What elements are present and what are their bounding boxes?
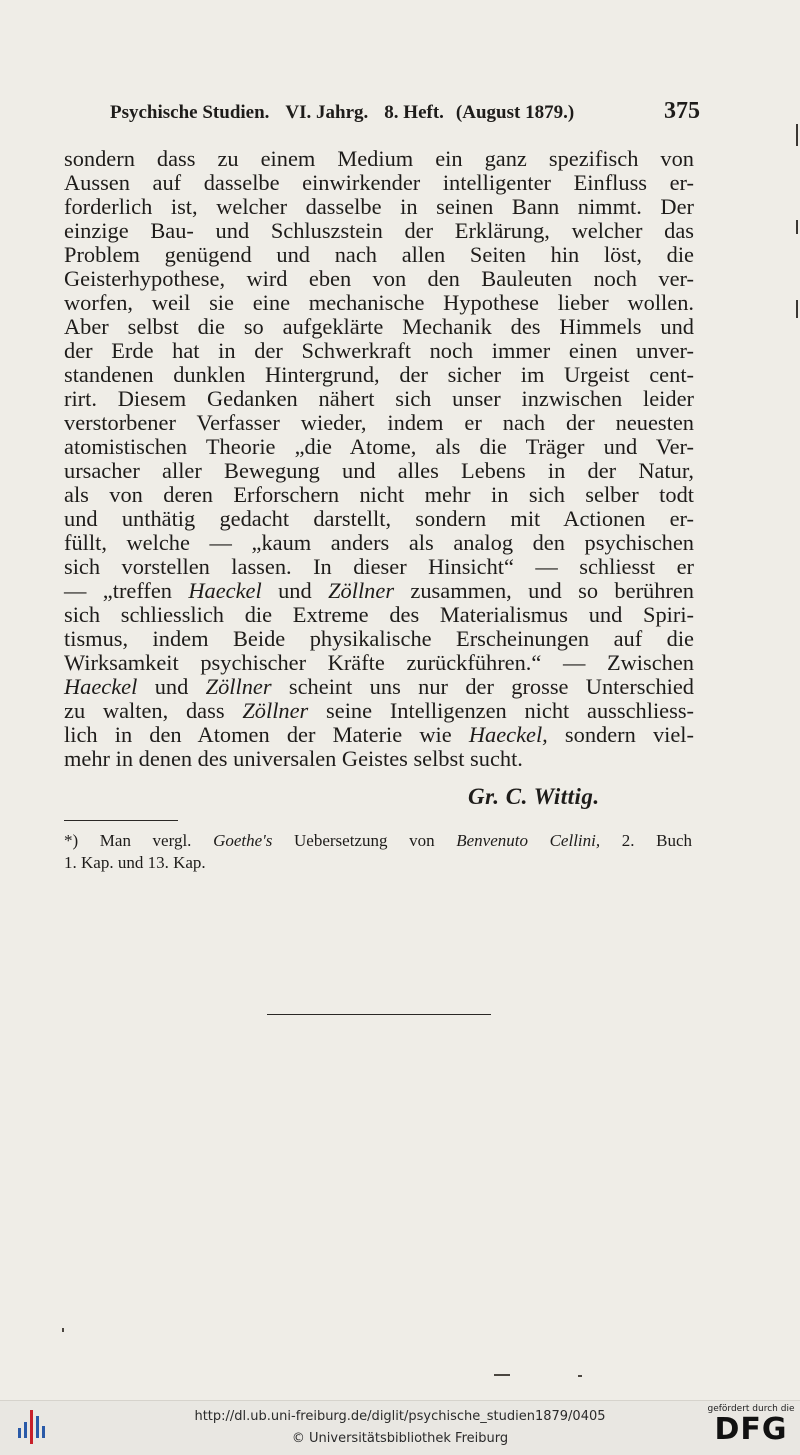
section-end-rule [267, 1014, 491, 1015]
issue-date: (August 1879.) [455, 102, 575, 123]
text-run: scheint uns nur der grosse Unterschied [271, 674, 694, 699]
text-line [64, 675, 694, 699]
text-run: und [137, 674, 206, 699]
journal-title: Psychische Studien. [110, 102, 270, 123]
text-line: ursacher aller Bewegung und alles Lebens in der Natur, [64, 458, 694, 483]
text-line: verstorbener Verfasser wieder, indem er nach der neuesten [64, 410, 694, 435]
name-haeckel: Haeckel [64, 674, 138, 699]
footnote-line: 1. Kap. und 13. Kap. [64, 853, 206, 872]
text-line: Geisterhypothese, wird eben von den Bauleuten noch ver- [64, 266, 694, 291]
text-line: Wirksamkeit psychischer Kräfte zurückführen.“ — Zwischen [64, 650, 694, 675]
text-run: seine Intelligenzen nicht ausschliess- [308, 698, 694, 723]
dfg-logo [706, 1404, 796, 1450]
text-line: und unthätig gedacht darstellt, sondern mit Actionen er- [64, 506, 694, 531]
text-run: sondern viel- [547, 722, 694, 747]
name-cellini: Benvenuto Cellini, [456, 831, 601, 850]
page-number: 375 [664, 98, 700, 124]
text-line: Problem genügend und nach allen Seiten hin löst, die [64, 242, 694, 267]
text-line: forderlich ist, welcher dasselbe in seinen Bann nimmt. Der [64, 194, 694, 219]
name-haeckel: Haeckel, [468, 722, 548, 747]
name-haeckel: Haeckel [188, 578, 262, 603]
page-edge-mark [796, 300, 798, 318]
text-run: zusammen, und so berühren [394, 578, 695, 603]
text-line: sondern dass zu einem Medium ein ganz spezifisch von [64, 146, 694, 171]
footnote [64, 830, 692, 874]
text-line: als von deren Erforschern nicht mehr in sich selber todt [64, 482, 694, 507]
text-run: zu walten, dass [64, 698, 243, 723]
text-line: mehr in denen des universalen Geistes selbst sucht. [64, 746, 523, 771]
text-line: Aussen auf dasselbe einwirkender intelligenter Einfluss er- [64, 170, 694, 195]
text-line: füllt, welche — „kaum anders als analog den psychischen [64, 530, 694, 555]
volume-label: VI. Jahrg. [285, 102, 369, 123]
issue-label: 8. Heft. [384, 102, 444, 123]
body-text [64, 147, 694, 771]
scan-speck [62, 1328, 64, 1332]
name-zoellner: Zöllner [328, 578, 395, 603]
author-signature: Gr. C. Wittig. [468, 784, 600, 809]
footnote-line [64, 830, 692, 852]
text-line [64, 699, 694, 723]
text-line: rirt. Diesem Gedanken nähert sich unser inzwischen leider [64, 386, 694, 411]
text-line [64, 579, 694, 603]
page-edge-mark [796, 220, 798, 234]
footer-copyright: © Universitätsbibliothek Freiburg [291, 1431, 509, 1446]
scan-speck [578, 1375, 582, 1377]
name-goethe: Goethe's [213, 831, 273, 850]
text-line: sich schliesslich die Extreme des Materialismus und Spiri- [64, 602, 694, 627]
text-line: Aber selbst die so aufgeklärte Mechanik des Himmels und [64, 314, 694, 339]
text-line: einzige Bau- und Schluszstein der Erklärung, welcher das [64, 218, 694, 243]
text-line: worfen, weil sie eine mechanische Hypothese lieber wollen. [64, 290, 694, 315]
text-run: lich in den Atomen der Materie wie [64, 722, 469, 747]
text-run: *) Man vergl. [64, 831, 214, 850]
text-line: tismus, indem Beide physikalische Erscheinungen auf die [64, 626, 694, 651]
footnote-rule [64, 820, 178, 821]
dfg-tagline: gefördert durch die [707, 1404, 795, 1414]
text-run: und [261, 578, 329, 603]
name-zoellner: Zöllner [242, 698, 309, 723]
text-line: standenen dunklen Hintergrund, der sicher im Urgeist cent- [64, 362, 694, 387]
text-run: Uebersetzung von [272, 831, 457, 850]
text-run: — „treffen [64, 578, 189, 603]
text-line [64, 723, 694, 747]
page-edge-mark [796, 124, 798, 146]
name-zoellner: Zöllner [205, 674, 272, 699]
text-line: sich vorstellen lassen. In dieser Hinsicht“ — schliesst er [64, 554, 694, 579]
text-line: der Erde hat in der Schwerkraft noch immer einen unver- [64, 338, 694, 363]
scan-speck [494, 1374, 510, 1376]
text-line: atomistischen Theorie „die Atome, als die Träger und Ver- [64, 434, 694, 459]
running-header [110, 98, 700, 125]
dfg-wordmark: DFG [714, 1412, 788, 1447]
text-run: 2. Buch [600, 831, 692, 850]
footer-url[interactable]: http://dl.ub.uni-freiburg.de/diglit/psychische_studien1879/0405 [194, 1409, 606, 1424]
